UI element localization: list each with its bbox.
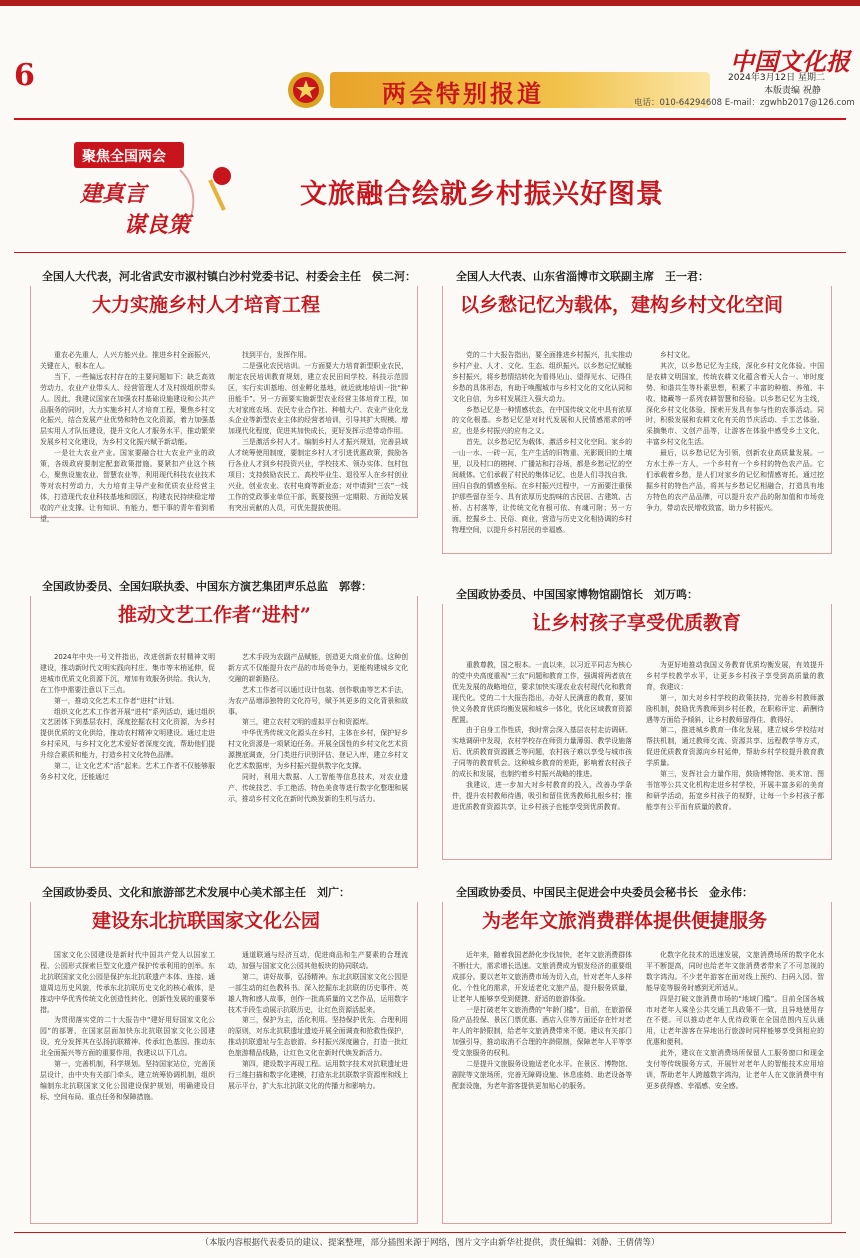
paragraph: 组织文化艺术工作者开展“进村”系列活动，通过组织文艺团体下到基层农村，深度挖掘农村文化资源，为乡村提供优质的文化供给，推动农村精神文明建设。通过走进乡村采风，与乡村文化艺术爱好者深度交流，帮助他们提升综合素质和能力，打造乡村文化特色品牌。: [40, 707, 215, 760]
emblem-icon: [286, 70, 326, 110]
article-title: 推动文艺工作者“进村”: [118, 604, 311, 626]
paragraph: 艺术手段为农副产品赋能，创造更大商业价值。这种创新方式不仅能提升农产品的市场竞争力，更能构建城乡文化交融的崭新路径。: [228, 653, 408, 683]
paragraph: 艺术工作者可以通过设计包装、创作歌曲等艺术手法，为农产品增添独特的文化符号，赋予其更多的文化背景和故事。: [228, 685, 408, 716]
paragraph: 二是提升文旅服务设施适老化水平。在景区、博物馆、剧院等文旅场所，完善无障碍设施、休息座椅、助老设备等配套设施，为老年游客提供更加贴心的服务。: [452, 1060, 632, 1090]
article-column: [40, 950, 215, 1218]
article-column: [228, 652, 408, 862]
article-column: [228, 350, 408, 512]
paragraph: 其次，以乡愁记忆为主线，深化乡村文化体验。中国是农耕文明国家，传统农耕文化蕴含着天人合一、审时度势、和谐共生等朴素思想，积累了丰富的种植、养殖、丰收、储藏等一系列农耕智慧和经验。以乡愁记忆为主线，深化乡村文化体验，探索开发具有参与性的农事活动。同时，积极发展和农耕文化有关的节庆活动、手工艺体验、采摘集市、文创产品等，让游客在体验中感受乡土文化，丰富乡村文化生活。: [646, 361, 824, 447]
article-column: [228, 950, 408, 1218]
paragraph: 第二，推进城乡教育一体化发展，建立城乡学校结对帮扶机制，通过教师交流、资源共享、远程教学等方式，促进优质教育资源向乡村延伸，帮助乡村学校提升教育教学质量。: [646, 726, 824, 768]
paragraph: 我建议，进一步加大对乡村教育的投入，改善办学条件，提升农村教师待遇，吸引和留住优秀教师扎根乡村；推进优质教育资源共享，让乡村孩子也能享受到优质教育。: [452, 780, 632, 811]
article-title: 以乡愁记忆为载体，建构乡村文化空间: [460, 294, 784, 316]
article-byline: 全国政协委员、中国民主促进会中央委员会秘书长 金永伟：: [456, 886, 753, 899]
paragraph: 重农必先重人，人兴方能兴业。推进乡村全面振兴，关键在人，根本在人。: [40, 351, 215, 370]
section-banner-title: 两会特别报道: [382, 79, 544, 108]
paragraph: 2024年中央一号文件指出，改进创新农村精神文明建设，推动新时代文明实践向村庄、集市等末梢延伸，促进城市优质文化资源下沉，增加有效服务供给。我认为，在工作中需要注意以下三点。: [40, 653, 215, 694]
header-divider: [14, 118, 846, 120]
paragraph: 中华优秀传统文化源头在乡村，主体在乡村，保护好乡村文化资源是一项紧迫任务。开展全国性的乡村文化艺术资源摸底调查，分门类进行识别评估、登记入库，建立乡村文化艺术数据库，为乡村振兴提供数字化支撑。: [228, 729, 408, 771]
paragraph: 第二，让文化艺术“活”起来。艺术工作者不仅能够服务乡村文化，还能通过: [40, 762, 215, 781]
paragraph: 找到平台，发挥作用。: [242, 351, 311, 359]
feature-slogan-line1: 建真言: [80, 181, 147, 207]
paragraph: 最后，以乡愁记忆为引领，创新农业高质量发展。一方水土养一方人，一个乡村有一个乡村的特色农产品。它们承载着乡愁，是人们对家乡的记忆和情感寄托。通过挖掘乡村的特色产品，将其与乡愁记忆相融合，打造具有地方特色的农产品品牌，可以提升农产品的附加值和市场竞争力，带动农民增收致富，助力乡村振兴。: [646, 449, 824, 512]
paragraph: 第一，推动文化艺术工作者“进村”计划。: [54, 696, 179, 705]
paragraph: 化数字化技术的迅速发展，文旅消费场所的数字化水平不断提高，同时也给老年文旅消费者带来了不可忽视的数字鸿沟。不少老年游客在面对线上预约、扫码入园、智能导览等服务时感到无所适从。: [646, 951, 824, 992]
article-byline: 全国政协委员、全国妇联执委、中国东方演艺集团声乐总监 郭蓉：: [42, 580, 372, 593]
feature-tag: 聚焦全国两会: [82, 149, 166, 165]
feature-divider: [14, 252, 846, 253]
paragraph: 第一，完善机制，科学规划。坚持国家站位，完善顶层设计，由中央有关部门牵头，建立统筹协调机制，组织编制东北抗联国家文化公园建设保护规划，明确建设目标、空间布局、重点任务和保障措施。: [40, 1060, 215, 1101]
paragraph: 通道联通与经济互动，促进商品和生产要素的合理流动，加强与国家文化公园其他板块的协同联动。: [228, 951, 408, 970]
article-byline: 全国政协委员、中国国家博物馆副馆长 刘万鸣：: [456, 588, 698, 601]
paragraph: 为贯彻落实党的二十大报告中“建好用好国家文化公园”的部署，在国家层面加快东北抗联国家文化公园建设，充分发挥其在弘扬抗联精神、传承红色基因、推动东北全面振兴等方面的重要作用，我建议以下几点。: [40, 1016, 215, 1058]
contact-info: 电话：010-64294608 E-mail：zgwhb2017@126.com: [634, 98, 855, 108]
paragraph: 二是强化农民培训。一方面要大力培育新型职业农民，制定农民培训教育规划，建立农民田间学校、科技示范园区，实行实训基地、创业孵化基地，就近就地培训一批“种田能手”。另一方面要实施新型农业经营主体培育工程，加大对家庭农场、农民专业合作社、种植大户、农业产业化龙头企业等新型农业主体的经营者培训，引导其扩大规模、增加现代化程度，促进其加快成长，更好发挥示范带动作用。: [228, 361, 408, 436]
paragraph: 第二，讲好故事，弘扬精神。东北抗联国家文化公园是一部生动的红色教科书。深入挖掘东北抗联的历史事件、英雄人物和感人故事，创作一批高质量的文艺作品，运用数字技术手段生动展示抗联历史，让红色资源活起来。: [228, 972, 408, 1014]
paragraph: 四是打破文旅消费市场的“地域门槛”。目前全国各城市对老年人乘坐公共交通工具政策不一致，且异地使用存在不便。可以推动老年人优待政策在全国范围内互认通用，让老年游客在异地出行旅游时同样能够享受到相应的优惠和便利。: [646, 994, 824, 1047]
paragraph: 党的二十大报告指出，要全面推进乡村振兴，扎实推动乡村产业、人才、文化、生态、组织振兴。以乡愁记忆赋能乡村振兴，将乡愁情结转化为看得见山、望得见水、记得住乡愁的具体形态，有助于唤醒城市与乡村文化的文化认同和文化自信，为乡村发展注入强大动力。: [452, 351, 632, 403]
issue-date: 2024年3月12日 星期二: [728, 73, 825, 83]
paragraph: 第三，建立农村文明的虚拟平台和资源库。: [242, 718, 373, 727]
paragraph: 第三，发挥社会力量作用，鼓励博物馆、美术馆、图书馆等公共文化机构走进乡村学校，开展丰富多彩的美育和研学活动，拓宽乡村孩子的视野，让每一个乡村孩子都能享有公平而有质量的教育。: [646, 770, 824, 811]
article-column: [646, 350, 824, 548]
article-column: [646, 660, 824, 854]
paragraph: 三是激活乡村人才。编制乡村人才振兴规划，完善县域人才统筹使用制度，要制定乡村人才引进优惠政策，鼓励各行各业人才到乡村投资兴业，学校技术、领办实体、包村包项目；支持鼓励农民工、高校毕业生、退役军人在乡村创业兴业，创业农业、农村电商等新业态；对申请到“三农”一线工作的党政事业单位干部，既要按照一定期限、方面给发展有突出贡献的人员，可优先提拔使用。: [228, 438, 408, 512]
feature-slogan-line2: 谋良策: [124, 212, 191, 238]
article-column: [452, 660, 632, 854]
paragraph: 近年来，随着我国老龄化步伐加快，老年文旅消费群体不断壮大，需求增长迅速。文旅消费成为银发经济的重要组成部分。要以老年文旅消费市场为切入点，针对老年人多样化、个性化的需求，开发适老化文旅产品，提升服务质量，让老年人能够享受到便捷、舒适的旅游体验。: [452, 951, 632, 1003]
main-headline: 文旅融合绘就乡村振兴好图景: [300, 179, 664, 210]
article-title: 让乡村孩子享受优质教育: [532, 612, 742, 634]
page-number: 6: [14, 58, 35, 93]
paragraph: 首先，以乡愁记忆为载体，激活乡村文化空间。家乡的一山一水、一砖一瓦，生产生活的旧物重、光影既旧的土壤里，以及村口的榕树、广播站和打谷场，都是乡愁记忆的空间载体。它们承载了村民的集体记忆，也是人们寻找自我、回归自我的情感坐标。在乡村振兴过程中，一方面要注重保护那些留存至今、具有浓厚历史韵味的古民居、古建筑、古桥、古村落等，让传统文化有根可依、有魂可附；另一方面，挖掘乡土、民俗、商业，营造与历史文化相协调的乡村物理空间，以提升乡村居民的幸福感。: [452, 438, 632, 534]
article-byline: 全国人大代表、山东省淄博市文联副主席 王一君：: [456, 270, 709, 283]
paragraph: 此外，建议在文旅消费场所保留人工服务窗口和现金支付等传统服务方式，开展针对老年人的智能技术应用培训，帮助老年人跨越数字鸿沟，让老年人在文旅消费中有更多获得感、幸福感、安全感。: [646, 1049, 824, 1090]
page-footer-note: （本版内容根据代表委员的建议、提案整理，部分插图来源于网络，图片文字由新华社提供，责任编辑：刘静、王倩倩等）: [200, 1238, 660, 1248]
paragraph: 乡愁记忆是一种情感状态，在中国传统文化中具有浓厚的文化根基。乡愁记忆是对时代发展和人民情感需求的呼应，也是乡村振兴的应有之义。: [452, 405, 632, 436]
article-title: 大力实施乡村人才培育工程: [92, 294, 321, 316]
article-title: 建设东北抗联国家文化公园: [92, 910, 321, 932]
article-column: [452, 950, 632, 1218]
article-title: 为老年文旅消费群体提供便捷服务: [482, 910, 768, 932]
paragraph: 第三，保护为主，活化利用。坚持保护优先、合理利用的原则，对东北抗联遗址遗迹开展全面调查和抢救性保护，推动抗联遗址与生态旅游、乡村振兴深度融合，打造一批红色旅游精品线路，让红色文化在新时代焕发新活力。: [228, 1016, 408, 1058]
article-column: [646, 950, 824, 1218]
article-column: [452, 350, 632, 548]
article-column: [40, 652, 215, 862]
paragraph: 同时，利用大数据、人工智能等信息技术，对农业遗产、传统技艺、手工绝活、特色美食等进行数字化整理和展示，推动乡村文化在新时代焕发新的生机与活力。: [228, 772, 408, 803]
paragraph: 当下，一些偏远农村存在的主要问题如下：缺乏高效劳动力，农业产业带头人、经营管理人才及村级组织带头人。因此，我建议国家在加强农村基础设施建设和公共产品服务的同时，大力实施乡村人才培育工程，聚焦乡村文化振兴，结合发展产业优势和特色文化资源，着力加强基层实用人才队伍建设，提升文化人才服务水平，推动繁荣发展乡村文化建设，为乡村文化振兴赋予新动能。: [40, 372, 215, 447]
paragraph: 由于自身工作性质，我时常会深入基层农村走访调研。实地调研中发现，农村学校存在师资力量薄弱、教学设施落后、优质教育资源匮乏等问题，农村孩子难以享受与城市孩子同等的教育机会。这种城乡教育的差距，影响着农村孩子的成长和发展，也制约着乡村振兴战略的推进。: [452, 726, 632, 779]
newspaper-name: 中国文化报: [730, 47, 850, 76]
article-byline: 全国政协委员、文化和旅游部艺术发展中心美术部主任 刘广：: [42, 886, 350, 899]
paragraph: 重教尊教，国之根本。一直以来，以习近平同志为核心的党中央高度重视“三农”问题和教育工作，强调将两者放在优先发展的战略地位，要求加快实现农业农村现代化和教育现代化。党的二十大报告指出，办好人民满意的教育，要加快义务教育优质均衡发展和城乡一体化，优化区域教育资源配置。: [452, 661, 632, 724]
footer-divider: [14, 1232, 846, 1233]
paragraph: 国家文化公园建设是新时代中国共产党人以国家工程、公园形式探索巨型文化遗产保护传承利用的创举。东北抗联国家文化公园是保护东北抗联遗产本体、连接、通道周边历史风貌，传承东北抗联历史文化的核心载体，是推动中华优秀传统文化创造性转化、创新性发展的重要举措。: [40, 951, 215, 1014]
article-byline: 全国人大代表，河北省武安市淑村镇白沙村党委书记、村委会主任 侯二河：: [42, 270, 416, 283]
paragraph: 第一，加大对乡村学校的政策扶持，完善乡村教师激励机制，鼓励优秀教师到乡村任教，在职称评定、薪酬待遇等方面给予倾斜，让乡村教师留得住、教得好。: [646, 693, 824, 724]
article-column: [40, 350, 215, 523]
paragraph: 乡村文化。: [660, 351, 695, 359]
paragraph: 第四，建设数字再现工程。运用数字技术对抗联遗址进行三维扫描和数字化建模，打造东北抗联数字资源库和线上展示平台，扩大东北抗联文化的传播力和影响力。: [228, 1060, 408, 1090]
paragraph: 为更好地推动我国义务教育优质均衡发展，有效提升乡村学校教学水平，让更多乡村孩子享受到高质量的教育，我建议：: [646, 661, 824, 691]
top-accent-bar: [0, 0, 860, 6]
page-editor: 本版责编 祝静: [764, 86, 821, 96]
paragraph: 一是打破老年文旅消费的“年龄门槛”。目前，在旅游保险产品投保、景区门票优惠、酒店入住等方面还存在针对老年人的年龄限制，给老年文旅消费带来不便。建议有关部门加强引导，推动取消不合理的年龄限制，保障老年人平等享受文旅服务的权利。: [452, 1005, 632, 1058]
paragraph: 一是壮大农业产业。国家要融合壮大农业产业的政策，各级政府要制定配套政策措施。要紧扣产业这个核心，聚焦设施农业、智慧农业等，利用现代科技农业技术等对农村劳动力，大力培育主导产业和优质农业经营主体，打造现代农业科技基地和园区，构建农民持续稳定增收的产业支撑。让有知识、有能力、想干事的青年看到希望，: [40, 449, 215, 523]
